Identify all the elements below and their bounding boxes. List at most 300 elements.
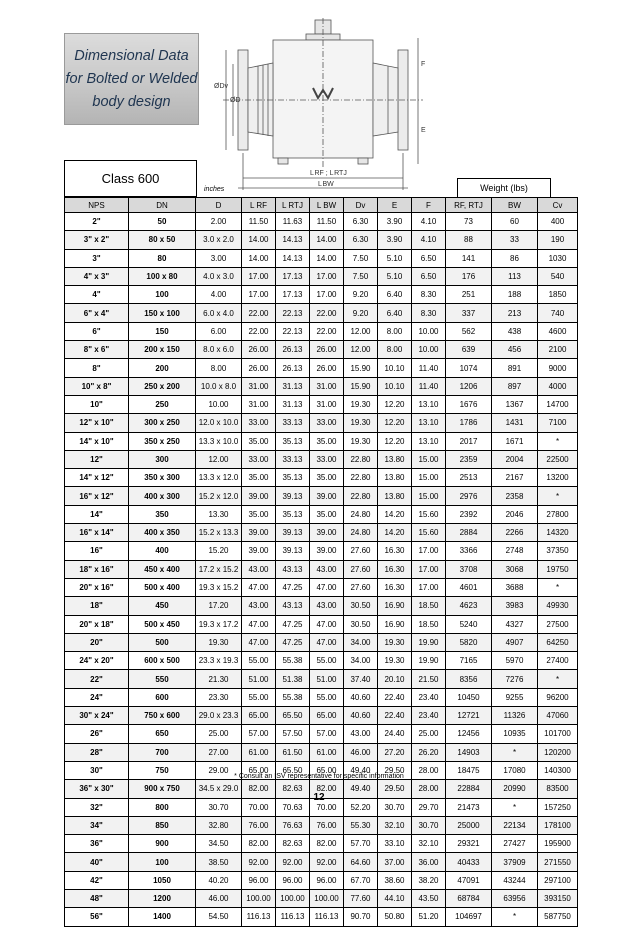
table-cell: 33.00 <box>310 414 344 432</box>
table-cell: 6.50 <box>412 249 446 267</box>
table-cell: 12" <box>65 450 129 468</box>
table-cell: 1676 <box>446 395 492 413</box>
table-cell: 3" <box>65 249 129 267</box>
table-cell: 190 <box>538 231 578 249</box>
table-cell: 55.38 <box>276 652 310 670</box>
table-cell: 17.13 <box>276 286 310 304</box>
table-row <box>65 743 578 761</box>
table-cell: 100.00 <box>242 889 276 907</box>
table-cell: 65.50 <box>276 761 310 779</box>
table-cell: * <box>538 670 578 688</box>
table-cell: 19.30 <box>344 395 378 413</box>
table-cell: 2359 <box>446 450 492 468</box>
table-cell: 15.90 <box>344 359 378 377</box>
table-cell: 1367 <box>492 395 538 413</box>
table-cell: * <box>538 578 578 596</box>
table-cell: 740 <box>538 304 578 322</box>
table-row <box>65 322 578 340</box>
table-cell: 17.00 <box>242 267 276 285</box>
table-cell: 17.00 <box>412 578 446 596</box>
table-cell: 35.13 <box>276 505 310 523</box>
table-cell: 57.00 <box>242 725 276 743</box>
table-cell: 37909 <box>492 853 538 871</box>
table-cell: 64250 <box>538 633 578 651</box>
table-cell: 14.20 <box>378 505 412 523</box>
table-cell: 35.00 <box>310 469 344 487</box>
table-cell: 120200 <box>538 743 578 761</box>
table-cell: 40433 <box>446 853 492 871</box>
table-cell: 150 x 100 <box>129 304 196 322</box>
table-cell: 28.00 <box>412 780 446 798</box>
table-cell: 31.00 <box>242 377 276 395</box>
table-cell: 500 <box>129 633 196 651</box>
table-cell: 92.00 <box>242 853 276 871</box>
table-cell: 897 <box>492 377 538 395</box>
table-cell: 15.20 <box>196 542 242 560</box>
table-cell: 43.00 <box>242 597 276 615</box>
table-cell: 18.50 <box>412 597 446 615</box>
table-cell: 562 <box>446 322 492 340</box>
table-cell: 400 <box>538 213 578 231</box>
table-cell: 25000 <box>446 816 492 834</box>
table-cell: 65.00 <box>242 707 276 725</box>
table-cell: 16.30 <box>378 542 412 560</box>
table-cell: 29321 <box>446 835 492 853</box>
table-cell: 25.00 <box>196 725 242 743</box>
table-cell: 1200 <box>129 889 196 907</box>
table-cell: 38.20 <box>412 871 446 889</box>
table-cell: 36.00 <box>412 853 446 871</box>
table-cell: 13.10 <box>412 432 446 450</box>
table-cell: 22.80 <box>344 487 378 505</box>
table-row <box>65 871 578 889</box>
table-cell: 350 <box>129 505 196 523</box>
table-cell: 14" <box>65 505 129 523</box>
table-cell: 17.00 <box>242 286 276 304</box>
table-row <box>65 267 578 285</box>
column-header: DN <box>129 198 196 213</box>
table-cell: 8" <box>65 359 129 377</box>
table-cell: 13.3 x 12.0 <box>196 469 242 487</box>
table-cell: 2513 <box>446 469 492 487</box>
table-row <box>65 652 578 670</box>
table-cell: 22.13 <box>276 322 310 340</box>
table-cell: 51.00 <box>242 670 276 688</box>
table-cell: 39.00 <box>310 524 344 542</box>
table-cell: 587750 <box>538 908 578 926</box>
table-cell: 57.70 <box>344 835 378 853</box>
table-cell: 16.30 <box>378 578 412 596</box>
table-row <box>65 615 578 633</box>
table-cell: 40.60 <box>344 688 378 706</box>
table-cell: 3366 <box>446 542 492 560</box>
table-cell: 24.40 <box>378 725 412 743</box>
table-cell: 29.70 <box>412 798 446 816</box>
table-cell: 400 <box>129 542 196 560</box>
table-cell: 116.13 <box>310 908 344 926</box>
table-cell: 17.2 x 15.2 <box>196 560 242 578</box>
table-cell: 70.00 <box>242 798 276 816</box>
section-title-box <box>64 33 199 125</box>
table-cell: 17080 <box>492 761 538 779</box>
table-cell: 19.30 <box>196 633 242 651</box>
table-cell: 31.00 <box>310 377 344 395</box>
table-cell: 37.00 <box>378 853 412 871</box>
table-cell: 213 <box>492 304 538 322</box>
table-cell: 639 <box>446 341 492 359</box>
table-cell: 16" x 14" <box>65 524 129 542</box>
table-row <box>65 341 578 359</box>
table-cell: 76.00 <box>242 816 276 834</box>
table-cell: 32.10 <box>378 816 412 834</box>
table-cell: 1671 <box>492 432 538 450</box>
table-cell: 26.13 <box>276 341 310 359</box>
table-cell: 6.50 <box>412 267 446 285</box>
table-cell: 500 x 450 <box>129 615 196 633</box>
table-cell: 43.50 <box>412 889 446 907</box>
table-cell: 438 <box>492 322 538 340</box>
dimension-table <box>64 197 578 927</box>
table-cell: 40" <box>65 853 129 871</box>
table-cell: 14.13 <box>276 249 310 267</box>
table-cell: 19.30 <box>344 414 378 432</box>
table-cell: 30" <box>65 761 129 779</box>
table-cell: 18" <box>65 597 129 615</box>
table-cell: 47.00 <box>310 615 344 633</box>
table-cell: 14.00 <box>310 249 344 267</box>
table-cell: 16.90 <box>378 597 412 615</box>
table-cell: 14.00 <box>242 249 276 267</box>
table-cell: 750 <box>129 761 196 779</box>
table-cell: 12.00 <box>344 341 378 359</box>
column-header: RF, RTJ <box>446 198 492 213</box>
table-cell: 5970 <box>492 652 538 670</box>
table-cell: 2358 <box>492 487 538 505</box>
table-cell: 7.50 <box>344 267 378 285</box>
table-cell: 11326 <box>492 707 538 725</box>
table-cell: 8.30 <box>412 304 446 322</box>
table-cell: 44.10 <box>378 889 412 907</box>
table-cell: 6" <box>65 322 129 340</box>
table-cell: 51.38 <box>276 670 310 688</box>
table-cell: 10450 <box>446 688 492 706</box>
table-cell: * <box>538 432 578 450</box>
table-cell: 23.40 <box>412 688 446 706</box>
table-cell: 251 <box>446 286 492 304</box>
table-cell: 14700 <box>538 395 578 413</box>
table-cell: 47.00 <box>310 578 344 596</box>
table-cell: 17.00 <box>310 267 344 285</box>
table-cell: 10.0 x 8.0 <box>196 377 242 395</box>
f-label: F <box>421 61 426 68</box>
table-cell: 43.00 <box>310 597 344 615</box>
table-cell: 300 <box>129 450 196 468</box>
table-cell: 550 <box>129 670 196 688</box>
table-cell: 61.00 <box>310 743 344 761</box>
table-cell: 26.00 <box>310 341 344 359</box>
table-cell: 34.50 <box>196 835 242 853</box>
table-cell: 650 <box>129 725 196 743</box>
table-cell: 18475 <box>446 761 492 779</box>
table-cell: 13.80 <box>378 450 412 468</box>
table-cell: 8.00 <box>378 341 412 359</box>
table-cell: 46.00 <box>196 889 242 907</box>
section-title-line2: for Bolted or Welded <box>65 70 198 87</box>
table-cell: 15.60 <box>412 524 446 542</box>
table-cell: 70.63 <box>276 798 310 816</box>
table-cell: 17.00 <box>310 286 344 304</box>
table-cell: 15.2 x 12.0 <box>196 487 242 505</box>
column-header: F <box>412 198 446 213</box>
table-cell: 47.00 <box>242 578 276 596</box>
table-cell: 1050 <box>129 871 196 889</box>
table-cell: 2884 <box>446 524 492 542</box>
table-cell: 27.00 <box>196 743 242 761</box>
table-cell: 65.00 <box>242 761 276 779</box>
table-cell: 141 <box>446 249 492 267</box>
table-cell: 27.60 <box>344 578 378 596</box>
table-cell: 15.60 <box>412 505 446 523</box>
table-cell: 31.13 <box>276 377 310 395</box>
table-cell: 65.00 <box>310 707 344 725</box>
table-cell: 33.13 <box>276 450 310 468</box>
table-row <box>65 213 578 231</box>
table-cell: 6.30 <box>344 231 378 249</box>
table-cell: 27427 <box>492 835 538 853</box>
table-cell: 37.40 <box>344 670 378 688</box>
table-cell: 47.00 <box>242 615 276 633</box>
table-cell: 38.60 <box>378 871 412 889</box>
units-label: inches <box>204 186 225 193</box>
table-cell: 80 <box>129 249 196 267</box>
table-cell: 10.00 <box>196 395 242 413</box>
table-cell: 27400 <box>538 652 578 670</box>
table-cell: 450 <box>129 597 196 615</box>
table-cell: 11.50 <box>310 213 344 231</box>
table-row <box>65 633 578 651</box>
table-cell: 9.20 <box>344 304 378 322</box>
table-cell: 96.00 <box>310 871 344 889</box>
table-cell: 24" <box>65 688 129 706</box>
table-cell: 195900 <box>538 835 578 853</box>
table-cell: 36" x 30" <box>65 780 129 798</box>
table-cell: 21473 <box>446 798 492 816</box>
table-cell: 337 <box>446 304 492 322</box>
table-cell: 5.10 <box>378 267 412 285</box>
table-cell: 3" x 2" <box>65 231 129 249</box>
table-cell: 65.00 <box>310 761 344 779</box>
table-cell: 13200 <box>538 469 578 487</box>
table-cell: 12.20 <box>378 414 412 432</box>
table-cell: 20.10 <box>378 670 412 688</box>
table-cell: 6.40 <box>378 286 412 304</box>
table-cell: 61.50 <box>276 743 310 761</box>
table-row <box>65 469 578 487</box>
table-cell: 3.00 <box>196 249 242 267</box>
table-cell: 39.00 <box>310 487 344 505</box>
table-cell: 43.00 <box>242 560 276 578</box>
table-cell: 3.90 <box>378 231 412 249</box>
table-cell: 33.13 <box>276 414 310 432</box>
table-cell: 3068 <box>492 560 538 578</box>
table-cell: 21.30 <box>196 670 242 688</box>
table-cell: 6.00 <box>196 322 242 340</box>
table-cell: 100.00 <box>276 889 310 907</box>
table-cell: 13.3 x 10.0 <box>196 432 242 450</box>
table-cell: 43.13 <box>276 597 310 615</box>
table-cell: 600 x 500 <box>129 652 196 670</box>
table-cell: 350 x 250 <box>129 432 196 450</box>
table-cell: 82.00 <box>310 835 344 853</box>
table-cell: 55.00 <box>310 688 344 706</box>
table-cell: 35.13 <box>276 469 310 487</box>
table-cell: 82.63 <box>276 835 310 853</box>
table-cell: 10.10 <box>378 359 412 377</box>
table-cell: 27500 <box>538 615 578 633</box>
table-cell: 456 <box>492 341 538 359</box>
table-cell: 22.00 <box>242 304 276 322</box>
table-cell: 19.3 x 17.2 <box>196 615 242 633</box>
table-cell: 33.00 <box>242 414 276 432</box>
table-cell: 12721 <box>446 707 492 725</box>
table-cell: 34.00 <box>344 633 378 651</box>
table-cell: 21.50 <box>412 670 446 688</box>
table-cell: 100 <box>129 853 196 871</box>
table-row <box>65 816 578 834</box>
table-cell: 178100 <box>538 816 578 834</box>
table-cell: 55.00 <box>242 688 276 706</box>
table-row <box>65 432 578 450</box>
table-row <box>65 889 578 907</box>
table-cell: 32.10 <box>412 835 446 853</box>
table-cell: 11.40 <box>412 377 446 395</box>
table-cell: 350 x 300 <box>129 469 196 487</box>
table-cell: 34" <box>65 816 129 834</box>
table-cell: 8" x 6" <box>65 341 129 359</box>
table-cell: 13.10 <box>412 414 446 432</box>
table-cell: 49.40 <box>344 780 378 798</box>
table-cell: 5.10 <box>378 249 412 267</box>
table-cell: 43.00 <box>310 560 344 578</box>
table-row <box>65 377 578 395</box>
table-cell: 6.0 x 4.0 <box>196 304 242 322</box>
table-cell: * <box>492 798 538 816</box>
table-cell: 9000 <box>538 359 578 377</box>
table-row <box>65 231 578 249</box>
table-cell: 47060 <box>538 707 578 725</box>
table-cell: 22884 <box>446 780 492 798</box>
table-cell: 39.00 <box>242 487 276 505</box>
table-cell: 200 x 150 <box>129 341 196 359</box>
table-cell: 16.90 <box>378 615 412 633</box>
table-cell: 1206 <box>446 377 492 395</box>
l-rf-rtj-label: L RF ; L RTJ <box>310 170 347 177</box>
table-cell: 400 x 300 <box>129 487 196 505</box>
table-cell: 20" x 16" <box>65 578 129 596</box>
table-cell: 8.0 x 6.0 <box>196 341 242 359</box>
table-cell: 8356 <box>446 670 492 688</box>
table-cell: 96200 <box>538 688 578 706</box>
table-cell: 116.13 <box>242 908 276 926</box>
table-cell: 26.20 <box>412 743 446 761</box>
table-cell: 4600 <box>538 322 578 340</box>
table-cell: 11.63 <box>276 213 310 231</box>
table-row <box>65 487 578 505</box>
table-cell: 76.00 <box>310 816 344 834</box>
table-cell: * <box>538 487 578 505</box>
table-cell: 26" <box>65 725 129 743</box>
table-row <box>65 542 578 560</box>
table-cell: 42" <box>65 871 129 889</box>
table-cell: 30.50 <box>344 597 378 615</box>
table-cell: 2046 <box>492 505 538 523</box>
table-cell: 900 x 750 <box>129 780 196 798</box>
table-cell: 2004 <box>492 450 538 468</box>
table-cell: 55.38 <box>276 688 310 706</box>
table-cell: 20990 <box>492 780 538 798</box>
table-cell: 10.10 <box>378 377 412 395</box>
table-cell: 33.10 <box>378 835 412 853</box>
table-cell: 55.30 <box>344 816 378 834</box>
table-cell: 39.13 <box>276 487 310 505</box>
pressure-class-label: Class 600 <box>64 160 197 197</box>
table-cell: 19.3 x 15.2 <box>196 578 242 596</box>
table-cell: 17.20 <box>196 597 242 615</box>
table-cell: 32" <box>65 798 129 816</box>
table-cell: 100.00 <box>310 889 344 907</box>
weight-group-header: Weight (lbs) <box>457 178 551 198</box>
table-cell: 104697 <box>446 908 492 926</box>
table-cell: 4907 <box>492 633 538 651</box>
od-label: ØD <box>230 97 241 104</box>
table-cell: 4601 <box>446 578 492 596</box>
table-cell: * <box>492 743 538 761</box>
table-cell: 15.00 <box>412 487 446 505</box>
table-cell: 7165 <box>446 652 492 670</box>
table-cell: 4327 <box>492 615 538 633</box>
table-cell: 3983 <box>492 597 538 615</box>
table-cell: 25.00 <box>412 725 446 743</box>
table-cell: 4.00 <box>196 286 242 304</box>
column-header: L RTJ <box>276 198 310 213</box>
table-cell: 14.13 <box>276 231 310 249</box>
table-cell: 35.00 <box>310 505 344 523</box>
table-cell: 50 <box>129 213 196 231</box>
table-cell: 26.00 <box>242 341 276 359</box>
table-cell: 68784 <box>446 889 492 907</box>
table-cell: 30.70 <box>412 816 446 834</box>
table-cell: 4000 <box>538 377 578 395</box>
table-cell: 51.20 <box>412 908 446 926</box>
table-cell: 7276 <box>492 670 538 688</box>
table-cell: 157250 <box>538 798 578 816</box>
table-cell: 27.60 <box>344 542 378 560</box>
table-cell: 22.00 <box>242 322 276 340</box>
table-cell: 47.25 <box>276 615 310 633</box>
table-cell: 46.00 <box>344 743 378 761</box>
table-cell: 24" x 20" <box>65 652 129 670</box>
table-cell: 14" x 12" <box>65 469 129 487</box>
table-cell: 39.00 <box>242 542 276 560</box>
table-cell: 57.50 <box>276 725 310 743</box>
table-cell: 200 <box>129 359 196 377</box>
table-cell: 4" x 3" <box>65 267 129 285</box>
table-cell: 14.00 <box>310 231 344 249</box>
table-cell: 750 x 600 <box>129 707 196 725</box>
odv-label: ØDv <box>214 83 228 90</box>
table-cell: * <box>492 908 538 926</box>
table-cell: 1030 <box>538 249 578 267</box>
